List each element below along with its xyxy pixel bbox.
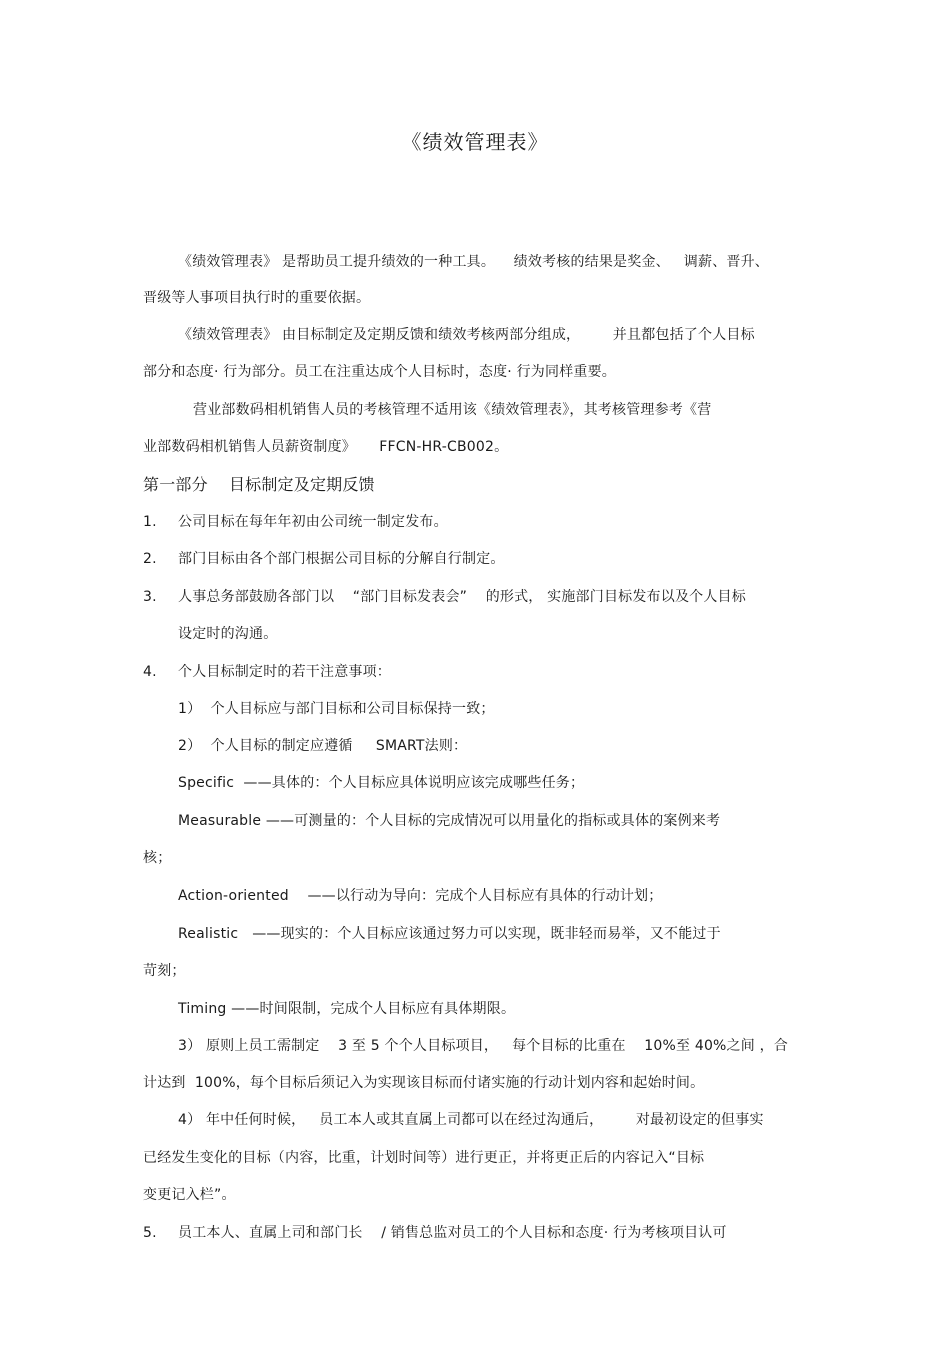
intro-paragraph-2-line-1: 《绩效管理表》 由目标制定及定期反馈和绩效考核两部分组成， 并且都包括了个人目标	[178, 327, 755, 343]
list-item-2: 部门目标由各个部门根据公司目标的分解自行制定。	[178, 551, 505, 567]
sub-item-3-line-2: 计达到 100%，每个目标后须记入为实现该目标而付诸实施的行动计划内容和起始时间。	[143, 1075, 705, 1091]
intro-paragraph-3-line-2: 业部数码相机销售人员薪资制度》 FFCN-HR-CB002。	[143, 439, 509, 455]
list-item-3-line-2: 设定时的沟通。	[178, 626, 278, 642]
list-number: 4.	[143, 664, 157, 680]
smart-timing: Timing ——时间限制，完成个人目标应有具体期限。	[178, 1001, 516, 1017]
smart-measurable-line-2: 核；	[143, 850, 172, 866]
sub-item-4-line-2: 已经发生变化的目标（内容，比重，计划时间等）进行更正，并将更正后的内容记入“目标	[143, 1150, 705, 1166]
list-item-1: 公司目标在每年年初由公司统一制定发布。	[178, 514, 448, 530]
list-number: 5.	[143, 1225, 157, 1241]
smart-realistic-line-1: Realistic ——现实的：个人目标应该通过努力可以实现，既非轻而易举，又不能过于	[178, 926, 721, 942]
intro-paragraph-2-line-2: 部分和态度· 行为部分。员工在注重达成个人目标时，态度· 行为同样重要。	[143, 364, 616, 380]
list-number: 2.	[143, 551, 157, 567]
sub-item-1: 1） 个人目标应与部门目标和公司目标保持一致；	[178, 701, 495, 717]
intro-paragraph-1-line-1: 《绩效管理表》 是帮助员工提升绩效的一种工具。 绩效考核的结果是奖金、 调薪、晋升、	[178, 254, 769, 270]
smart-measurable-line-1: Measurable ——可测量的：个人目标的完成情况可以用量化的指标或具体的案例来考	[178, 813, 721, 829]
sub-item-4-line-3: 变更记入栏”。	[143, 1187, 236, 1203]
sub-item-3-line-1: 3） 原则上员工需制定 3 至 5 个个人目标项目， 每个目标的比重在 10%至 40%之间 ，合	[178, 1038, 789, 1054]
smart-realistic-line-2: 苛刻；	[143, 963, 186, 979]
intro-paragraph-1-line-2: 晋级等人事项目执行时的重要依据。	[143, 290, 371, 306]
section-heading: 第一部分 目标制定及定期反馈	[143, 475, 375, 494]
list-number: 1.	[143, 514, 157, 530]
sub-item-2: 2） 个人目标的制定应遵循 SMART法则：	[178, 738, 468, 754]
document-title: 《绩效管理表》	[401, 130, 549, 154]
list-item-5: 员工本人、直属上司和部门长 / 销售总监对员工的个人目标和态度· 行为考核项目认可	[178, 1225, 727, 1241]
list-item-3-line-1: 人事总务部鼓励各部门以 “部门目标发表会” 的形式， 实施部门目标发布以及个人目标	[178, 589, 746, 605]
list-item-4: 个人目标制定时的若干注意事项：	[178, 664, 391, 680]
intro-paragraph-3-line-1: 营业部数码相机销售人员的考核管理不适用该《绩效管理表》，其考核管理参考《营	[193, 402, 712, 418]
list-number: 3.	[143, 589, 157, 605]
sub-item-4-line-1: 4） 年中任何时候， 员工本人或其直属上司都可以在经过沟通后， 对最初设定的但事实	[178, 1112, 764, 1128]
smart-specific: Specific ——具体的：个人目标应具体说明应该完成哪些任务；	[178, 775, 585, 791]
smart-action-oriented: Action-oriented ——以行动为导向：完成个人目标应有具体的行动计划；	[178, 888, 663, 904]
